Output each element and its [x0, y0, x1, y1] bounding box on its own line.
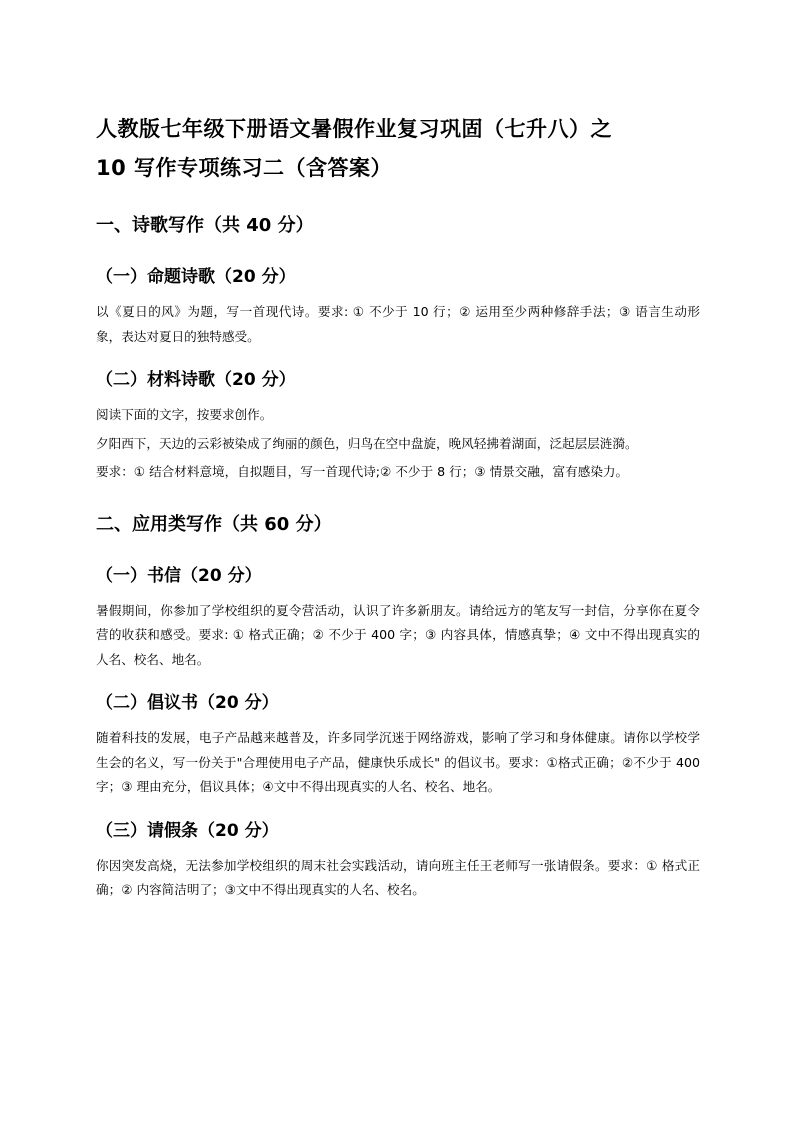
subsection-titled-poem	[96, 264, 700, 349]
paragraph: 你因突发高烧，无法参加学校组织的周末社会实践活动，请向班主任王老师写一张请假条。要求：① 格式正确；② 内容简洁明了；③文中不得出现真实的人名、校名。	[96, 857, 700, 897]
title-line-1: 人教版七年级下册语文暑假作业复习巩固（七升八）之	[96, 117, 612, 141]
subsection-title: （二）材料诗歌（20 分）	[96, 370, 296, 390]
section-spacer	[96, 503, 700, 511]
subsection-letter	[96, 563, 700, 673]
subsection-title: （一）书信（20 分）	[96, 565, 262, 586]
subsection-title: （三）请假条（20 分）	[96, 820, 279, 841]
section-title: 一、诗歌写作（共 40 分）	[96, 215, 314, 236]
paragraph: 以《夏日的风》为题，写一首现代诗。要求: ① 不少于 10 行；② 运用至少两种修辞手法；③ 语言生动形象，表达对夏日的独特感受。	[96, 304, 700, 344]
subsection-leave-note	[96, 818, 700, 903]
subsection-title: （二）倡议书（20 分）	[96, 693, 279, 713]
subsection-material-poem	[96, 367, 700, 485]
paragraph: 阅读下面的文字，按要求创作。	[96, 407, 273, 422]
subsection-title: （一）命题诗歌（20 分）	[96, 267, 296, 287]
document-page	[96, 110, 700, 921]
title-line-2: 10 写作专项练习二（含答案）	[96, 156, 393, 180]
paragraph: 暑假期间，你参加了学校组织的夏令营活动，认识了许多新朋友。请给远方的笔友写一封信，分享你在夏令营的收获和感受。要求: ① 格式正确；② 不少于 400 字；③ 内容具体，情感真挚；④ 文中不得出现真实的人名、校名、地名。	[96, 602, 700, 667]
section-poetry-writing	[96, 212, 700, 485]
paragraph: 随着科技的发展，电子产品越来越普及，许多同学沉迷于网络游戏，影响了学习和身体健康。请你以学校学生会的名义，写一份关于"合理使用电子产品，健康快乐成长" 的倡议书。要求：①格式正确；②不少于 400 字；③ 理由充分，倡议具体；④文中不得出现真实的人名、校名、地名。	[96, 730, 700, 794]
paragraph: 夕阳西下，天边的云彩被染成了绚丽的颜色，归鸟在空中盘旋，晚风轻拂着湖面，泛起层层涟漪。	[96, 435, 638, 451]
document-title	[96, 110, 700, 188]
subsection-proposal	[96, 690, 700, 800]
paragraph: 要求：① 结合材料意境，自拟题目，写一首现代诗;② 不少于 8 行；③ 情景交融，富有感染力。	[96, 464, 629, 479]
section-practical-writing	[96, 511, 700, 903]
section-title: 二、应用类写作（共 60 分）	[96, 513, 332, 535]
